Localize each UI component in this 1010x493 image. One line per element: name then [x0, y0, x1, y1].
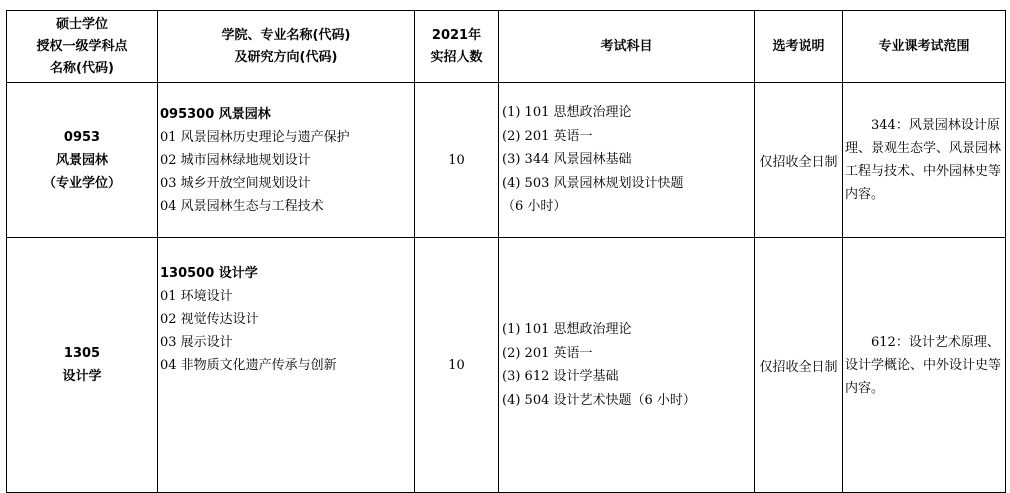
scope-cell: 612：设计艺术原理、设计学概论、中外设计史等内容。: [843, 238, 1006, 493]
direction-item: 01 环境设计: [160, 289, 233, 304]
subject-item: (2) 201 英语一: [502, 345, 593, 361]
major-title: 130500 设计学: [160, 266, 258, 281]
note-cell: 仅招收全日制: [755, 83, 843, 238]
direction-item: 04 风景园林生态与工程技术: [160, 198, 324, 214]
table-row: [7, 83, 1006, 238]
direction-item: 03 展示设计: [160, 335, 233, 350]
direction-item: 01 风景园林历史理论与遗产保护: [160, 129, 350, 145]
header-row: [7, 11, 1006, 83]
subject-item: (4) 504 设计艺术快题（6 小时）: [502, 392, 696, 408]
subject-item: (1) 101 思想政治理论: [502, 322, 632, 337]
subjects-cell: [499, 83, 755, 238]
subject-item: （6 小时）: [502, 199, 567, 215]
subject-item: (4) 503 风景园林规划设计快题: [502, 175, 684, 191]
direction-item: 03 城乡开放空间规划设计: [160, 175, 311, 191]
count-cell: 10: [415, 83, 499, 238]
direction-item: 04 非物质文化遗产传承与创新: [160, 358, 337, 373]
table-row: [7, 238, 1006, 493]
note-cell: 仅招收全日制: [755, 238, 843, 493]
subject-item: (2) 201 英语一: [502, 128, 593, 144]
subjects-cell: [499, 238, 755, 493]
header-subjects: 考试科目: [499, 11, 755, 83]
header-unit: 硕士学位 授权一级学科点 名称(代码): [7, 11, 158, 83]
header-note: 选考说明: [755, 11, 843, 83]
header-major: 学院、专业名称(代码) 及研究方向(代码): [158, 11, 415, 83]
unit-cell: 1305 设计学: [7, 238, 158, 493]
major-cell: [158, 238, 415, 493]
direction-item: 02 视觉传达设计: [160, 312, 259, 327]
header-count: 2021年 实招人数: [415, 11, 499, 83]
unit-cell: 0953 风景园林 （专业学位）: [7, 83, 158, 238]
header-scope: 专业课考试范围: [843, 11, 1006, 83]
subject-item: (3) 612 设计学基础: [502, 369, 619, 384]
major-cell: [158, 83, 415, 238]
major-title: 095300 风景园林: [160, 106, 271, 122]
direction-item: 02 城市园林绿地规划设计: [160, 152, 311, 168]
admissions-table: [6, 10, 1006, 493]
subject-item: (3) 344 风景园林基础: [502, 152, 632, 168]
count-cell: 10: [415, 238, 499, 493]
subject-item: (1) 101 思想政治理论: [502, 105, 632, 121]
scope-cell: 344：风景园林设计原理、景观生态学、风景园林工程与技术、中外园林史等内容。: [843, 83, 1006, 238]
